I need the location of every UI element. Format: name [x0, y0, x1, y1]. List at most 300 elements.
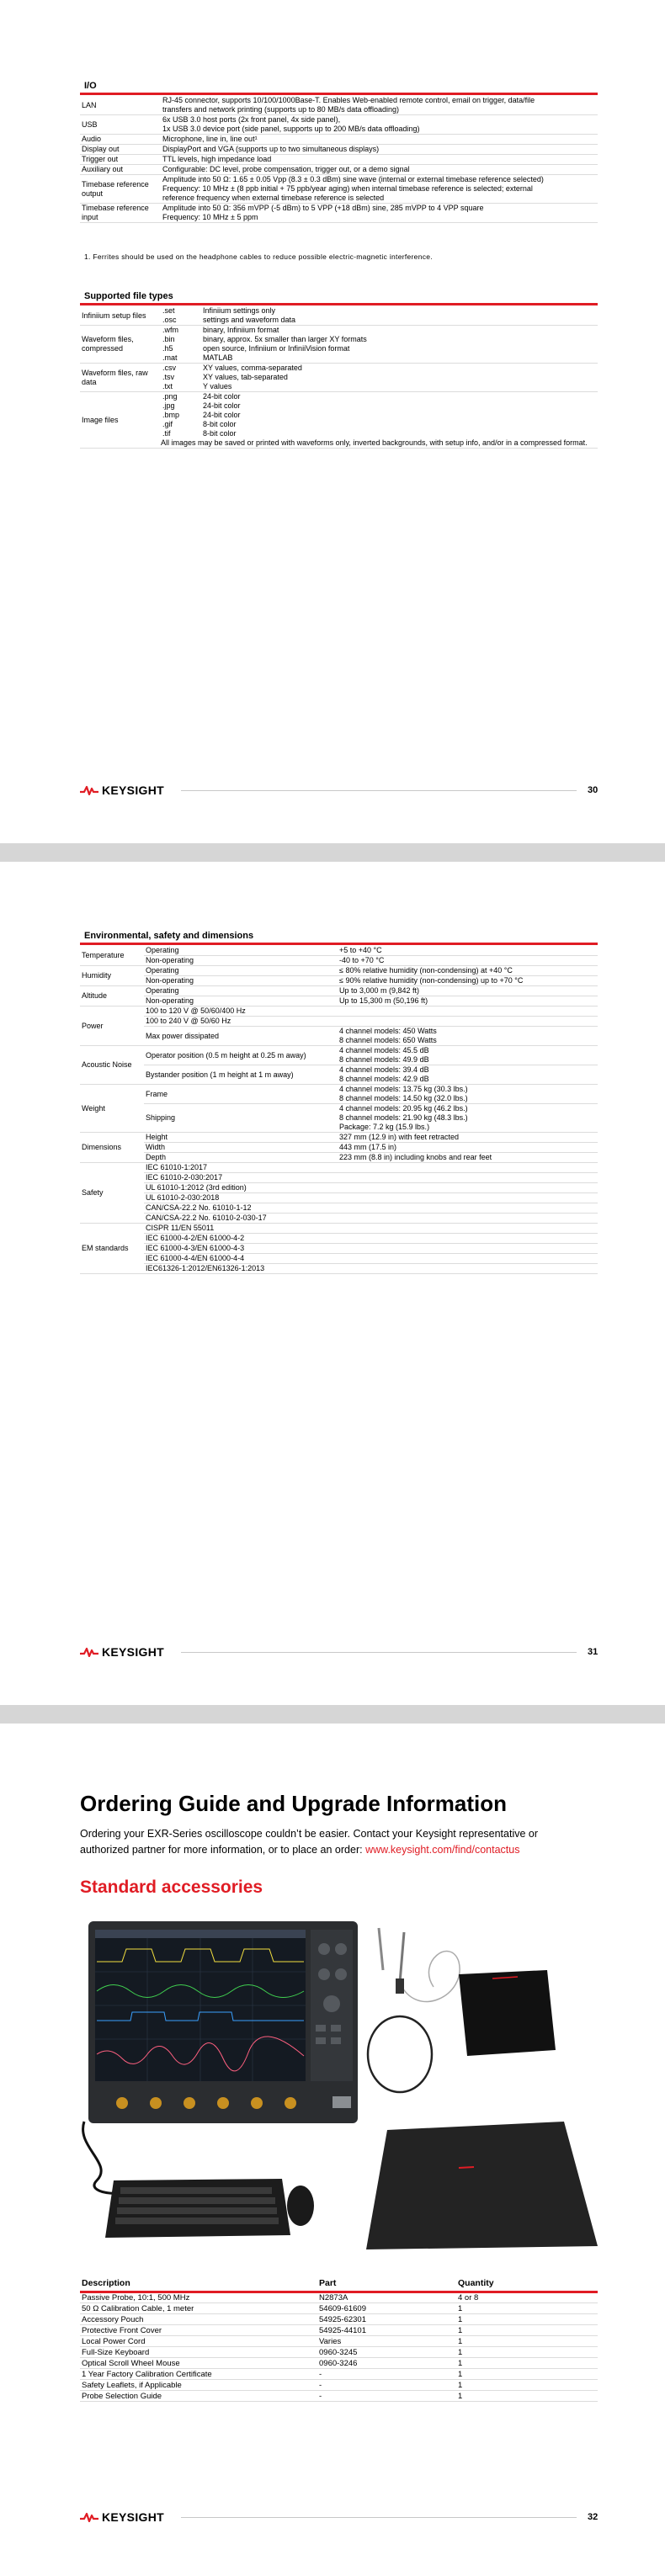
text-line: UL 61010-1:2012 (3rd edition): [146, 1183, 247, 1192]
env-value: [338, 1234, 598, 1244]
env-value: [338, 1065, 598, 1085]
text-line: 443 mm (17.5 in): [339, 1143, 397, 1151]
probes-image: [379, 1928, 460, 2001]
env-condition: [144, 986, 338, 996]
col-description: Description: [80, 2276, 317, 2292]
accessory-quantity: 1: [456, 2369, 598, 2380]
text-line: Depth: [146, 1153, 167, 1161]
accessory-part: 54925-44101: [317, 2325, 456, 2336]
env-key: EM standards: [80, 1224, 144, 1274]
env-condition: [144, 1027, 338, 1046]
env-condition: [144, 1065, 338, 1085]
keysight-wave-icon: [80, 785, 98, 795]
col-part: Part: [317, 2276, 456, 2292]
file-extensions: [161, 326, 201, 364]
file-type-row: [80, 306, 598, 326]
file-type-row: [80, 326, 598, 364]
text-line: +5 to +40 °C: [339, 946, 382, 954]
file-type-key: Infiniium setup files: [80, 306, 161, 326]
env-condition: [144, 1203, 338, 1214]
text-line: IEC 61000-4-3/EN 61000-4-3: [146, 1244, 245, 1252]
accessory-quantity: 1: [456, 2391, 598, 2402]
env-value: [338, 1085, 598, 1104]
text-line: 24-bit color: [203, 401, 241, 410]
accessory-description: 50 Ω Calibration Cable, 1 meter: [80, 2303, 317, 2314]
env-value: [338, 1104, 598, 1133]
env-row: [80, 1173, 598, 1183]
accessory-quantity: 1: [456, 2380, 598, 2391]
env-key: Acoustic Noise: [80, 1046, 144, 1085]
env-condition: [144, 966, 338, 976]
footer-line: [181, 2517, 577, 2518]
env-key: Weight: [80, 1085, 144, 1133]
file-extensions: [161, 306, 201, 326]
env-row: [80, 966, 598, 976]
text-line: Non-operating: [146, 976, 194, 985]
env-condition: [144, 1133, 338, 1143]
env-row: [80, 1234, 598, 1244]
text-line: Max power dissipated: [146, 1031, 220, 1040]
env-condition: [144, 1224, 338, 1234]
text-line: .csv: [162, 364, 177, 372]
text-line: Up to 3,000 m (9,842 ft): [339, 986, 420, 995]
text-line: UL 61010-2-030:2018: [146, 1193, 220, 1202]
accessory-quantity: 1: [456, 2347, 598, 2358]
accessory-quantity: 1: [456, 2336, 598, 2347]
text-line: .wfm: [162, 326, 178, 334]
env-row: [80, 1006, 598, 1017]
ordering-title: Ordering Guide and Upgrade Information: [80, 1791, 508, 1816]
text-line: Frequency: 10 MHz ± (8 ppb initial + 75 ppb/year aging) when internal timebase reference is selected; external: [162, 184, 533, 193]
env-row: [80, 946, 598, 956]
footer-line: [181, 790, 577, 791]
io-rule: [80, 93, 598, 95]
text-line: 8 channel models: 21.90 kg (48.3 lbs.): [339, 1113, 468, 1122]
col-quantity: Quantity: [456, 2276, 598, 2292]
text-line: .bmp: [162, 411, 180, 419]
accessories-header-row: [80, 2276, 598, 2292]
env-value: [338, 1017, 598, 1027]
env-title: Environmental, safety and dimensions: [84, 931, 254, 941]
env-row: [80, 956, 598, 966]
env-value: [338, 1153, 598, 1163]
text-line: .tsv: [162, 373, 175, 381]
text-line: 8 channel models: 42.9 dB: [339, 1075, 429, 1083]
env-row: [80, 1133, 598, 1143]
text-line: IEC61326-1:2012/EN61326-1:2013: [146, 1264, 265, 1272]
text-line: 4 channel models: 450 Watts: [339, 1027, 437, 1035]
text-line: Shipping: [146, 1113, 176, 1122]
file-type-key: Waveform files, raw data: [80, 364, 161, 392]
ordering-intro: [80, 1826, 585, 1858]
env-value: [338, 1183, 598, 1193]
io-key: Auxiliary out: [80, 165, 161, 175]
text-line: TTL levels, high impedance load: [162, 155, 272, 163]
mouse-image: [287, 2186, 314, 2226]
text-line: CAN/CSA-22.2 No. 61010-2-030-17: [146, 1214, 267, 1222]
text-line: Operating: [146, 966, 179, 975]
text-line: 100 to 240 V @ 50/60 Hz: [146, 1017, 231, 1025]
env-value: [338, 996, 598, 1006]
text-line: .jpg: [162, 401, 175, 410]
page-number: 32: [588, 2512, 598, 2522]
text-line: 8 channel models: 14.50 kg (32.0 lbs.): [339, 1094, 468, 1102]
text-line: .osc: [162, 316, 177, 324]
env-row: [80, 1264, 598, 1274]
env-row: [80, 1224, 598, 1234]
keysight-wave-icon: [80, 1647, 98, 1657]
env-row: [80, 1017, 598, 1027]
env-key: Humidity: [80, 966, 144, 986]
env-value: [338, 1143, 598, 1153]
accessory-part: 54925-62301: [317, 2314, 456, 2325]
text-line: IEC 61010-1:2017: [146, 1163, 208, 1171]
accessory-quantity: 1: [456, 2358, 598, 2369]
accessory-row: [80, 2325, 598, 2336]
io-value: [161, 96, 598, 115]
accessory-description: Full-Size Keyboard: [80, 2347, 317, 2358]
accessory-description: Safety Leaflets, if Applicable: [80, 2380, 317, 2391]
env-value: [338, 1046, 598, 1065]
env-table: [80, 946, 598, 1274]
text-line: ≤ 90% relative humidity (non-condensing) up to +70 °C: [339, 976, 524, 985]
env-value: [338, 1006, 598, 1017]
env-value: [338, 1254, 598, 1264]
text-line: IEC 61000-4-2/EN 61000-4-2: [146, 1234, 245, 1242]
text-line: Operator position (0.5 m height at 0.25 m away): [146, 1050, 306, 1060]
accessory-row: [80, 2292, 598, 2303]
text-line: Frame: [146, 1089, 168, 1098]
text-line: Non-operating: [146, 996, 194, 1005]
file-types-rule: [80, 303, 598, 305]
text-line: Up to 15,300 m (50,196 ft): [339, 996, 428, 1005]
env-condition: [144, 1163, 338, 1173]
file-extensions: [161, 364, 201, 392]
env-value: [338, 1173, 598, 1183]
front-cover-image: [366, 2122, 598, 2249]
accessory-description: Accessory Pouch: [80, 2314, 317, 2325]
io-value: [161, 135, 598, 145]
env-condition: [144, 1234, 338, 1244]
text-line: reference frequency when external timebase reference is selected: [162, 194, 385, 202]
io-key: LAN: [80, 96, 161, 115]
env-condition: [144, 956, 338, 966]
env-condition: [144, 946, 338, 956]
io-value: [161, 165, 598, 175]
env-value: [338, 956, 598, 966]
env-row: [80, 1203, 598, 1214]
env-value: [338, 1163, 598, 1173]
accessory-row: [80, 2314, 598, 2325]
file-types-table: [80, 306, 598, 449]
env-row: [80, 1085, 598, 1104]
text-line: Y values: [203, 382, 232, 390]
text-line: CISPR 11/EN 55011: [146, 1224, 215, 1232]
text-line: IEC 61010-2-030:2017: [146, 1173, 223, 1182]
env-row: [80, 996, 598, 1006]
io-row: [80, 155, 598, 165]
text-line: 223 mm (8.8 in) including knobs and rear feet: [339, 1153, 492, 1161]
env-condition: [144, 1244, 338, 1254]
io-value: [161, 204, 598, 223]
text-line: 4 channel models: 45.5 dB: [339, 1046, 429, 1054]
io-table: [80, 96, 598, 223]
env-row: [80, 1143, 598, 1153]
env-key: Safety: [80, 1163, 144, 1224]
env-value: [338, 1214, 598, 1224]
text-line: 24-bit color: [203, 411, 241, 419]
env-row: [80, 1046, 598, 1065]
footnote: 1. Ferrites should be used on the headphone cables to reduce possible electric-magnetic interference.: [84, 252, 433, 261]
accessory-quantity: 1: [456, 2303, 598, 2314]
text-line: Infiniium settings only: [203, 306, 276, 315]
accessory-quantity: 1: [456, 2325, 598, 2336]
text-line: 24-bit color: [203, 392, 241, 401]
env-condition: [144, 1173, 338, 1183]
env-value: [338, 986, 598, 996]
text-line: MATLAB: [203, 353, 233, 362]
text-line: Amplitude into 50 Ω: 1.65 ± 0.05 Vpp (8.3 ± 0.3 dBm) sine wave (internal or external timebase reference selected): [162, 175, 544, 183]
text-line: Non-operating: [146, 956, 194, 964]
text-line: .txt: [162, 382, 173, 390]
accessory-part: -: [317, 2369, 456, 2380]
accessory-part: 54609-61609: [317, 2303, 456, 2314]
accessory-part: 0960-3245: [317, 2347, 456, 2358]
env-condition: [144, 1153, 338, 1163]
env-key: Dimensions: [80, 1133, 144, 1163]
env-value: [338, 976, 598, 986]
text-line: Width: [146, 1143, 166, 1151]
env-row: [80, 1065, 598, 1085]
env-value: [338, 1264, 598, 1274]
io-row: [80, 115, 598, 135]
text-line: XY values, tab-separated: [203, 373, 288, 381]
env-condition: [144, 1104, 338, 1133]
accessory-row: [80, 2358, 598, 2369]
text-line: 327 mm (12.9 in) with feet retracted: [339, 1133, 460, 1141]
text-line: 4 channel models: 20.95 kg (46.2 lbs.): [339, 1104, 468, 1113]
accessory-row: [80, 2303, 598, 2314]
env-row: [80, 1153, 598, 1163]
brand-name: KEYSIGHT: [102, 1645, 164, 1659]
text-line: open source, Infiniium or InfiniiVision format: [203, 344, 350, 353]
io-key: Timebase reference input: [80, 204, 161, 223]
text-line: 4 channel models: 13.75 kg (30.3 lbs.): [339, 1085, 468, 1093]
oscilloscope-image: [88, 1921, 358, 2123]
env-row: [80, 986, 598, 996]
text-line: .bin: [162, 335, 175, 343]
io-key: Audio: [80, 135, 161, 145]
accessory-description: Passive Probe, 10:1, 500 MHz: [80, 2292, 317, 2303]
io-row: [80, 204, 598, 223]
text-line: RJ-45 connector, supports 10/100/1000Base-T. Enables Web-enabled remote control, email on trigger, data/file: [162, 96, 535, 104]
text-line: binary, approx. 5x smaller than larger XY formats: [203, 335, 367, 343]
io-row: [80, 165, 598, 175]
env-value: [338, 1027, 598, 1046]
text-line: .tif: [162, 429, 171, 438]
file-type-row: [80, 364, 598, 392]
text-line: .gif: [162, 420, 173, 428]
io-key: Display out: [80, 145, 161, 155]
env-value: [338, 1203, 598, 1214]
text-line: transfers and network printing (supports up to 80 MB/s data offloading): [162, 105, 399, 114]
accessory-row: [80, 2369, 598, 2380]
accessory-description: 1 Year Factory Calibration Certificate: [80, 2369, 317, 2380]
text-line: .mat: [162, 353, 178, 362]
text-line: 8 channel models: 650 Watts: [339, 1036, 437, 1044]
text-line: binary, Infiniium format: [203, 326, 279, 334]
accessories-table: [80, 2276, 598, 2402]
accessory-description: Optical Scroll Wheel Mouse: [80, 2358, 317, 2369]
env-value: [338, 946, 598, 956]
env-value: [338, 966, 598, 976]
brand-name: KEYSIGHT: [102, 2510, 164, 2524]
intro-text: Ordering your EXR-Series oscilloscope couldn’t be easier. Contact your Keysight representative or authorized partner for more information, or to place an order:: [80, 1828, 539, 1856]
env-condition: [144, 1254, 338, 1264]
text-line: XY values, comma-separated: [203, 364, 302, 372]
env-value: [338, 1224, 598, 1234]
text-line: IEC 61000-4-4/EN 61000-4-4: [146, 1254, 245, 1262]
env-condition: [144, 1214, 338, 1224]
text-line: 100 to 120 V @ 50/60/400 Hz: [146, 1006, 246, 1015]
io-value: [161, 115, 598, 135]
env-condition: [144, 1017, 338, 1027]
io-key: USB: [80, 115, 161, 135]
page-number: 30: [588, 785, 598, 795]
page-32: [0, 1724, 665, 2576]
text-line: Frequency: 10 MHz ± 5 ppm: [162, 213, 258, 221]
env-row: [80, 1183, 598, 1193]
file-types-title: Supported file types: [84, 291, 173, 301]
io-value: [161, 145, 598, 155]
text-line: settings and waveform data: [203, 316, 296, 324]
file-descriptions: [201, 364, 598, 392]
env-condition: [144, 1006, 338, 1017]
keysight-wave-icon: [80, 2512, 98, 2522]
accessory-quantity: 1: [456, 2314, 598, 2325]
env-condition: [144, 1193, 338, 1203]
text-line: -40 to +70 °C: [339, 956, 385, 964]
text-line: Operating: [146, 986, 179, 995]
accessory-pouch-image: [459, 1970, 556, 2056]
io-key: Trigger out: [80, 155, 161, 165]
text-line: DisplayPort and VGA (supports up to two simultaneous displays): [162, 145, 380, 153]
env-condition: [144, 1264, 338, 1274]
footer-line: [181, 1652, 577, 1653]
text-line: 8 channel models: 49.9 dB: [339, 1055, 429, 1064]
file-type-key: Waveform files, compressed: [80, 326, 161, 364]
text-line: CAN/CSA-22.2 No. 61010-1-12: [146, 1203, 252, 1212]
text-line: 1x USB 3.0 device port (side panel, supports up to 200 MB/s data offloading): [162, 125, 420, 133]
env-key: Temperature: [80, 946, 144, 966]
io-key: Timebase reference output: [80, 175, 161, 204]
env-key: Altitude: [80, 986, 144, 1006]
page-31: [0, 862, 665, 1705]
accessories-title: Standard accessories: [80, 1878, 263, 1897]
env-value: [338, 1133, 598, 1143]
text-line: .set: [162, 306, 175, 315]
accessory-row: [80, 2347, 598, 2358]
env-condition: [144, 996, 338, 1006]
env-condition: [144, 1183, 338, 1193]
accessory-row: [80, 2380, 598, 2391]
text-line: 6x USB 3.0 host ports (2x front panel, 4x side panel),: [162, 115, 341, 124]
page-30: [0, 0, 665, 843]
file-descriptions: [201, 326, 598, 364]
file-descriptions: [201, 306, 598, 326]
text-line: Operating: [146, 946, 179, 954]
env-row: [80, 1254, 598, 1264]
accessory-description: Local Power Cord: [80, 2336, 317, 2347]
brand-name: KEYSIGHT: [102, 783, 164, 797]
io-value: [161, 155, 598, 165]
page-number: 31: [588, 1647, 598, 1657]
io-title: I/O: [84, 81, 97, 91]
env-condition: [144, 976, 338, 986]
env-row: [80, 1104, 598, 1133]
env-condition: [144, 1046, 338, 1065]
accessories-photo: [80, 1911, 602, 2252]
text-line: 8-bit color: [203, 429, 237, 438]
env-row: [80, 1193, 598, 1203]
text-line: .png: [162, 392, 178, 401]
file-type-row: [80, 392, 598, 449]
accessory-part: -: [317, 2391, 456, 2402]
accessory-part: N2873A: [317, 2292, 456, 2303]
text-line: .h5: [162, 344, 173, 353]
env-condition: [144, 1143, 338, 1153]
text-line: 8-bit color: [203, 420, 237, 428]
io-row: [80, 175, 598, 204]
text-line: Package: 7.2 kg (15.9 lbs.): [339, 1123, 430, 1131]
env-key: Power: [80, 1006, 144, 1046]
text-line: Bystander position (1 m height at 1 m away): [146, 1070, 294, 1079]
env-row: [80, 1214, 598, 1224]
keysight-logo: [80, 1645, 164, 1659]
env-row: [80, 1244, 598, 1254]
image-note: All images may be saved or printed with waveforms only, inverted backgrounds, with setup info, and/or in a compressed format.: [161, 438, 588, 447]
text-line: Height: [146, 1133, 168, 1141]
env-value: [338, 1244, 598, 1254]
accessory-description: Probe Selection Guide: [80, 2391, 317, 2402]
accessory-part: -: [317, 2380, 456, 2391]
env-condition: [144, 1085, 338, 1104]
env-rule: [80, 943, 598, 945]
text-line: ≤ 80% relative humidity (non-condensing) at +40 °C: [339, 966, 513, 975]
keysight-logo: [80, 783, 164, 797]
accessory-quantity: 4 or 8: [456, 2292, 598, 2303]
io-row: [80, 96, 598, 115]
text-line: Configurable: DC level, probe compensation, trigger out, or a demo signal: [162, 165, 410, 173]
io-value: [161, 175, 598, 204]
contact-link[interactable]: www.keysight.com/find/contactus: [365, 1844, 520, 1856]
calibration-cable-image: [368, 2016, 432, 2092]
file-type-key: Image files: [80, 392, 161, 449]
keyboard-image: [105, 2179, 290, 2238]
accessory-row: [80, 2391, 598, 2402]
accessory-part: 0960-3246: [317, 2358, 456, 2369]
env-row: [80, 1163, 598, 1173]
env-value: [338, 1193, 598, 1203]
text-line: Microphone, line in, line out¹: [162, 135, 258, 143]
text-line: Amplitude into 50 Ω: 356 mVPP (-5 dBm) to 5 VPP (+18 dBm) sine, 285 mVPP to 4 VPP square: [162, 204, 484, 212]
accessory-row: [80, 2336, 598, 2347]
accessory-part: Varies: [317, 2336, 456, 2347]
env-row: [80, 1027, 598, 1046]
text-line: 4 channel models: 39.4 dB: [339, 1065, 429, 1074]
io-row: [80, 145, 598, 155]
io-row: [80, 135, 598, 145]
